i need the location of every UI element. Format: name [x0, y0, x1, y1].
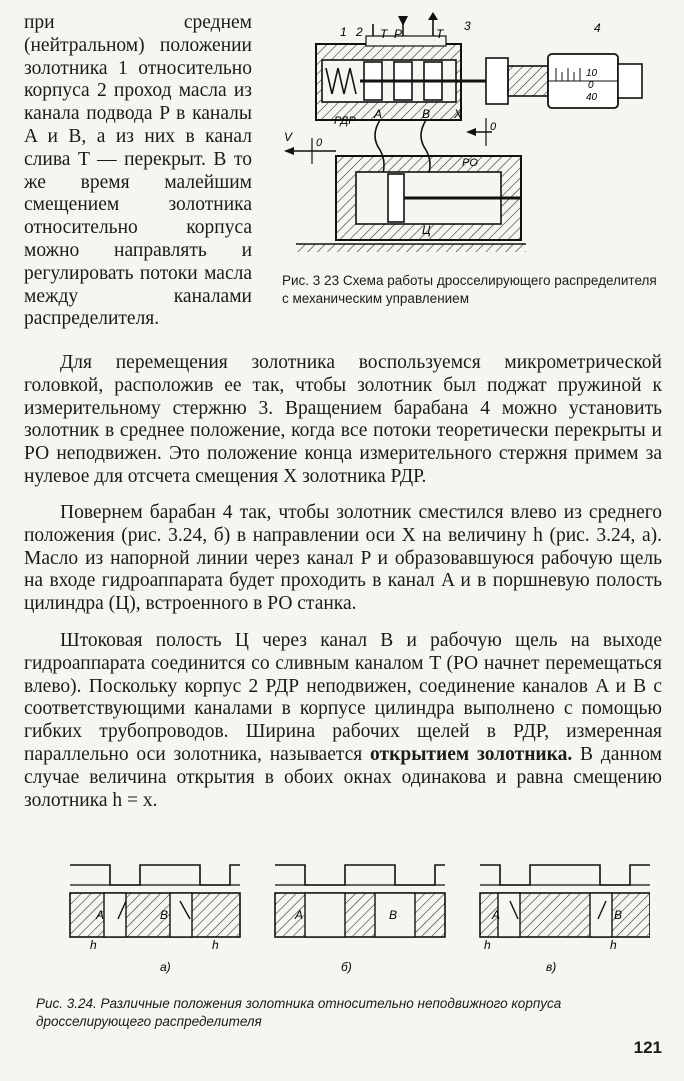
term-spool-opening: открытием золотника.	[370, 743, 573, 765]
label-b: B	[422, 107, 431, 121]
label-t2: T	[436, 27, 444, 41]
intro-text: при среднем (нейтральном) положении золотника 1 относительно корпуса 2 проход масла из канала подвода P в каналы A и B, а из них в канал слива T — перекрыт. В то же время малейшим смещением золотника относительно корпуса можно направлять и регулировать потоки масла между каналами распределителя.	[24, 12, 252, 330]
paragraph-1-text: Для перемещения золотника воспользуемся микрометрической головкой, расположив ее так, чтобы золотник был поджат пружиной к измерительному стержню 3. Вращением барабана 4 можно установить золотник в среднее положение, когда все потоки теоретически перекрыты и РО неподвижен. Это положение конца измерительного стержня примем за нулевое для отсчета смещения X золотника РДР.	[24, 352, 662, 487]
panel-a-tag: а)	[160, 960, 171, 974]
label-4: 4	[594, 21, 601, 35]
panel-b-tag: б)	[341, 960, 352, 974]
label-c: Ц	[422, 223, 431, 237]
panel-a-label-b: B	[160, 908, 169, 922]
panel-a-label-a: A	[96, 908, 105, 922]
panel-a	[70, 865, 240, 974]
paragraph-3-text-b: В данном случае величина открытия в обоих окнах одинакова и равна смещению золотника h = x.	[24, 743, 662, 811]
figure-3-23	[276, 6, 672, 264]
figure-3-24	[60, 855, 650, 985]
panel-a-h2: h	[212, 938, 219, 952]
intro-column	[24, 12, 252, 331]
label-a: A	[374, 107, 383, 121]
paragraph-2-text: Повернем барабан 4 так, чтобы золотник сместился влево из среднего положения (рис. 3.24, б) в направлении оси X на величину h (рис. 3.24, а). Масло из напорной линии через канал P и образовавшуюся рабочую щель на входе гидроаппарата будет проходить в канал A и в поршневую полость цилиндра (Ц), встроенного в РО станка.	[24, 502, 662, 615]
panel-a-h1: h	[90, 938, 97, 952]
panel-c	[480, 865, 650, 974]
panel-b-label-b: B	[389, 908, 398, 922]
label-ro: РО	[462, 157, 478, 169]
label-x: X	[454, 107, 463, 121]
label-zero-2: 0	[490, 121, 497, 133]
paragraph-3-text-a: Штоковая полость Ц через канал B и рабочую щель на выходе гидроаппарата соединится со сливным каналом T (РО начнет перемещаться влево). Поскольку корпус 2 РДР неподвижен, соединение каналов A и B с соответствующими каналами в корпусе цилиндра выполнено с помощью гибких трубопроводов. Ширина рабочих щелей в РДР, измеренная параллельно оси золотника, называется	[24, 630, 662, 765]
label-40: 40	[586, 92, 598, 103]
paragraph-2	[24, 502, 662, 616]
panel-c-label-b: B	[614, 908, 623, 922]
figure-3-23-caption: Рис. 3 23 Схема работы дросселирующего распределителя с механическим управлением	[282, 273, 657, 306]
panel-c-h1: h	[484, 938, 491, 952]
label-rdr: РДР	[334, 115, 356, 127]
label-10: 10	[586, 68, 598, 79]
label-3: 3	[464, 19, 471, 33]
paragraph-3	[24, 630, 662, 812]
label-t1: T	[380, 27, 388, 41]
paragraph-1	[24, 352, 662, 489]
panel-c-h2: h	[610, 938, 617, 952]
label-p: P	[394, 27, 403, 41]
label-1: 1	[340, 25, 347, 39]
page-number: 121	[633, 1038, 662, 1057]
panel-b-label-a: A	[295, 908, 304, 922]
figure-3-24-caption: Рис. 3.24. Различные положения золотника относительно неподвижного корпуса дросселирующего распределителя	[36, 996, 562, 1029]
label-2: 2	[356, 25, 363, 39]
panel-c-label-a: A	[492, 908, 501, 922]
panel-c-tag: в)	[546, 960, 557, 974]
label-zero-1: 0	[316, 137, 323, 149]
label-v: V	[284, 130, 293, 144]
panel-b	[275, 865, 445, 974]
label-0: 0	[588, 80, 594, 91]
